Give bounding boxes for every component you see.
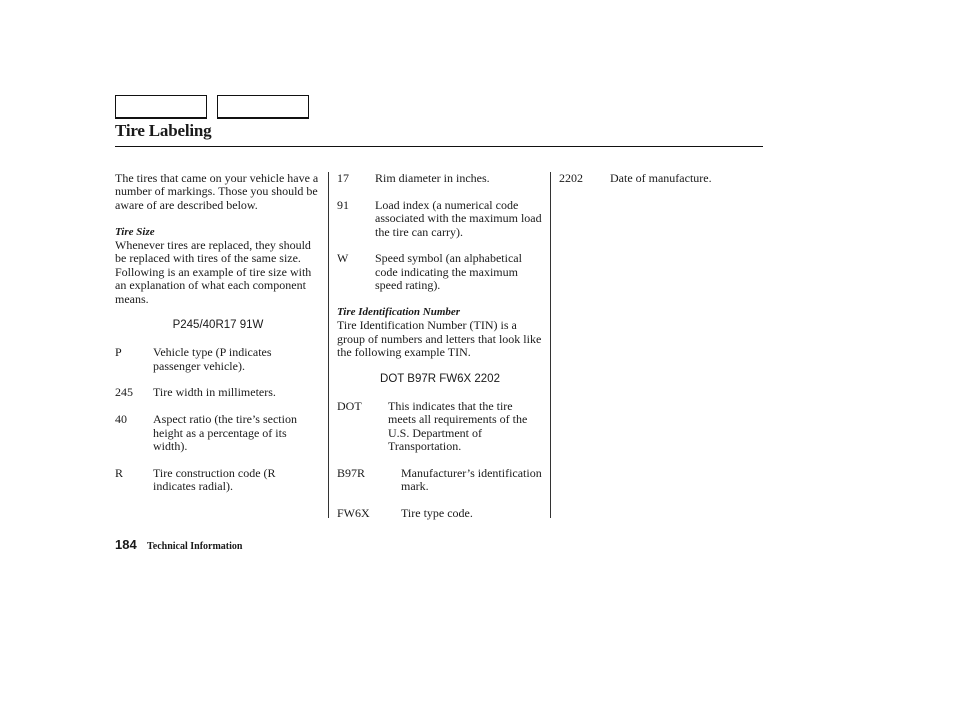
item-value: Rim diameter in inches. [375, 171, 490, 185]
list-item [337, 400, 543, 454]
item-value: Manufacturer’s identification mark. [401, 465, 542, 494]
item-value: Date of manufacture. [610, 171, 712, 185]
list-item [559, 172, 759, 185]
item-key: W [337, 251, 349, 266]
item-value: Vehicle type (P indicates passenger vehicle). [153, 345, 272, 373]
list-item [115, 346, 321, 373]
item-key: FW6X [337, 506, 370, 521]
item-key: P [115, 345, 122, 360]
column-3 [559, 172, 759, 185]
tire-size-paragraph: Whenever tires are replaced, they should be replaced with tires of the same size. Following is an example of tire size with an explanation of what each component means. [115, 238, 312, 306]
item-key: R [115, 465, 124, 480]
list-item [337, 252, 543, 292]
tin-paragraph: Tire Identification Number (TIN) is a group of numbers and letters that look like the following example TIN. [337, 318, 542, 360]
item-key: 17 [337, 171, 349, 185]
item-value: Load index (a numerical code associated with the maximum load the tire can carry). [375, 197, 542, 239]
tin-example: DOT B97R FW6X 2202 [380, 373, 500, 386]
item-key: 40 [115, 412, 127, 427]
intro-paragraph: The tires that came on your vehicle have a number of markings. Those you should be aware of are described below. [115, 171, 319, 212]
tire-size-example: P245/40R17 91W [172, 319, 264, 332]
title-rule [115, 146, 763, 147]
column-1 [115, 172, 321, 494]
column-divider-1 [328, 172, 329, 518]
list-item [115, 413, 321, 453]
tire-size-heading: Tire Size [115, 225, 155, 238]
item-key: 245 [115, 385, 133, 400]
tin-heading: Tire Identification Number [337, 306, 461, 319]
item-value: Tire construction code (R indicates radial). [153, 465, 276, 494]
item-key: 91 [337, 197, 349, 212]
item-value: Aspect ratio (the tire’s section height as a percentage of its width). [153, 412, 297, 454]
item-value: This indicates that the tire meets all requirements of the U.S. Department of Transportation. [388, 398, 528, 454]
header-tab-box-1 [115, 95, 207, 119]
page-number: 184 [115, 537, 137, 552]
page-title: Tire Labeling [115, 121, 212, 140]
list-item [337, 467, 543, 494]
list-item [115, 467, 321, 494]
item-key: 2202 [559, 171, 583, 185]
header-tab-box-2 [217, 95, 309, 119]
section-name: Technical Information [147, 541, 243, 552]
list-item [115, 386, 321, 399]
item-value: Tire type code. [401, 506, 473, 521]
list-item [337, 507, 543, 520]
item-value: Speed symbol (an alphabetical code indicating the maximum speed rating). [375, 251, 522, 293]
column-divider-2 [550, 172, 551, 518]
list-item [337, 172, 543, 185]
item-key: B97R [337, 465, 366, 480]
item-value: Tire width in millimeters. [153, 385, 276, 400]
list-item [337, 199, 543, 239]
item-key: DOT [337, 398, 362, 413]
column-2 [337, 172, 543, 520]
